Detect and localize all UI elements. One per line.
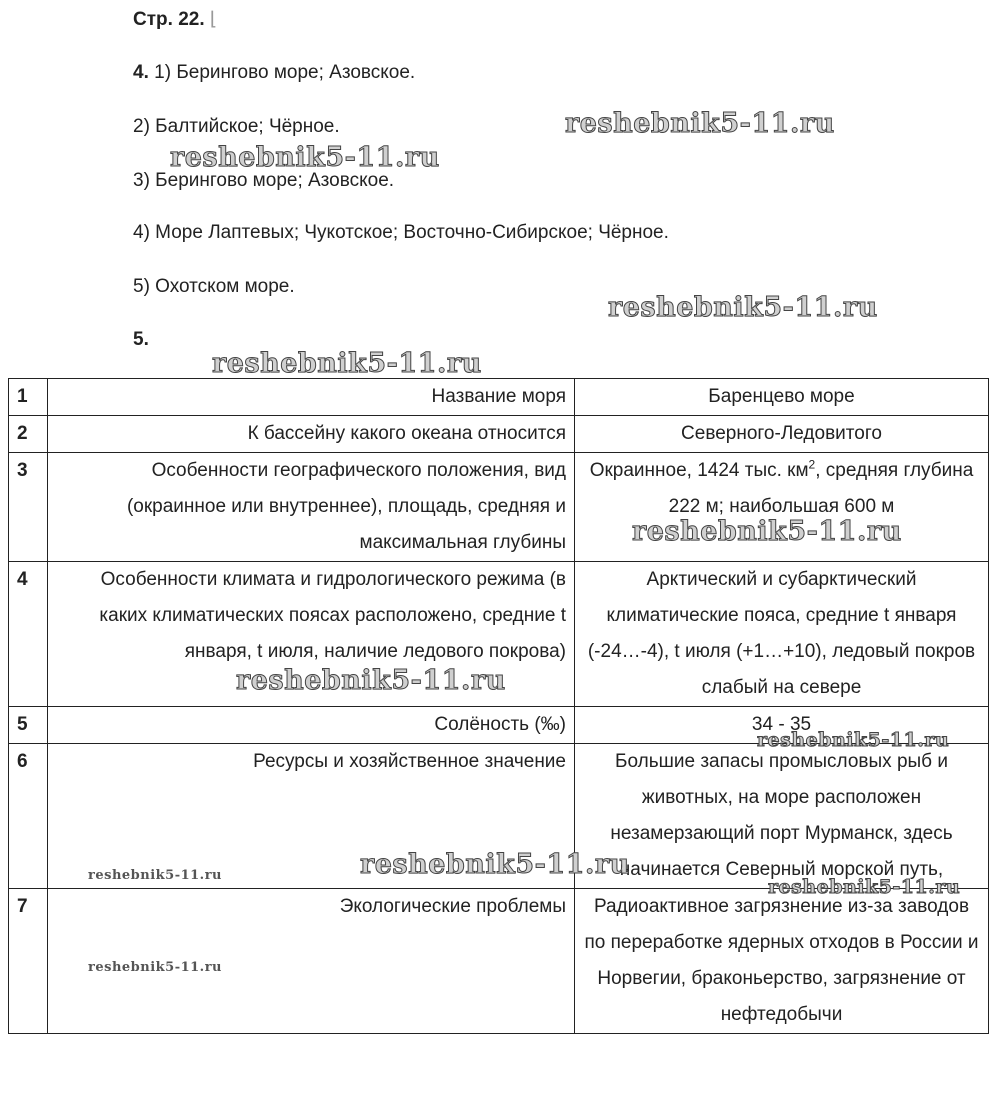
row-answer: Большие запасы промысловых рыб и животных, на море расположен незамерзающий порт Мурманск, здесь начинается Северный морской путь, — [575, 744, 989, 889]
answer-text: Окраинное, 1424 тыс. км — [589, 460, 809, 481]
task4-number: 4. — [133, 62, 149, 83]
row-number: 2 — [9, 416, 48, 453]
row-question: Солёность (‰) — [48, 707, 575, 744]
watermark: reshebnik5-11.ru — [757, 729, 950, 751]
header-mark: ⌊ — [209, 9, 218, 30]
row-answer: 34 - 35 — [575, 707, 989, 744]
task4-item-4: 4) Море Лаптевых; Чукотское; Восточно-Сибирское; Чёрное. — [133, 222, 669, 243]
page-number: Стр. 22. — [133, 9, 205, 30]
watermark: reshebnik5-11.ru — [88, 868, 223, 883]
task4-item-1 — [133, 62, 415, 84]
task5-number: 5. — [133, 329, 149, 350]
row-question: Особенности географического положения, вид (окраинное или внутреннее), площадь, средняя и максимальная глубины — [48, 453, 575, 562]
answer-text-cont: , средняя глубина 222 м; наибольшая 600 м — [668, 460, 974, 517]
sea-table — [8, 378, 989, 1034]
row-answer: Северного-Ледовитого — [575, 416, 989, 453]
row-answer: Арктический и субарктический климатические пояса, средние t января (-24…-4), t июля (+1…+10), ледовый покров слабый на севере — [575, 562, 989, 707]
watermark: reshebnik5-11.ru — [565, 108, 835, 139]
row-answer: Радиоактивное загрязнение из-за заводов по переработке ядерных отходов в России и Норвегии, браконьерство, загрязнение от нефтедобычи — [575, 889, 989, 1034]
watermark: reshebnik5-11.ru — [632, 516, 902, 547]
row-question: Экологические проблемы — [48, 889, 575, 1034]
watermark: reshebnik5-11.ru — [608, 292, 878, 323]
answer-superscript: 2 — [808, 457, 816, 472]
watermark: reshebnik5-11.ru — [88, 960, 223, 975]
row-number: 4 — [9, 562, 48, 707]
page-header — [133, 8, 217, 31]
task4-item-text: 1) Берингово море; Азовское. — [154, 62, 416, 83]
watermark: reshebnik5-11.ru — [768, 876, 961, 898]
row-number: 7 — [9, 889, 48, 1034]
row-answer: Баренцево море — [575, 379, 989, 416]
row-question: К бассейну какого океана относится — [48, 416, 575, 453]
watermark: reshebnik5-11.ru — [212, 348, 482, 379]
row-question: Название моря — [48, 379, 575, 416]
table-row — [9, 416, 989, 453]
row-question: Особенности климата и гидрологического режима (в каких климатических поясах расположено, средние t января, t июля, наличие ледового покрова) — [48, 562, 575, 707]
row-number: 1 — [9, 379, 48, 416]
row-number: 6 — [9, 744, 48, 889]
watermark: reshebnik5-11.ru — [236, 665, 506, 696]
task4-item-2: 2) Балтийское; Чёрное. — [133, 116, 340, 137]
row-question: Ресурсы и хозяйственное значение — [48, 744, 575, 889]
task4-item-5: 5) Охотском море. — [133, 276, 295, 297]
watermark: reshebnik5-11.ru — [170, 142, 440, 173]
table-row — [9, 379, 989, 416]
row-number: 3 — [9, 453, 48, 562]
watermark: reshebnik5-11.ru — [360, 849, 630, 880]
row-number: 5 — [9, 707, 48, 744]
task4-item-3: 3) Берингово море; Азовское. — [133, 170, 395, 191]
